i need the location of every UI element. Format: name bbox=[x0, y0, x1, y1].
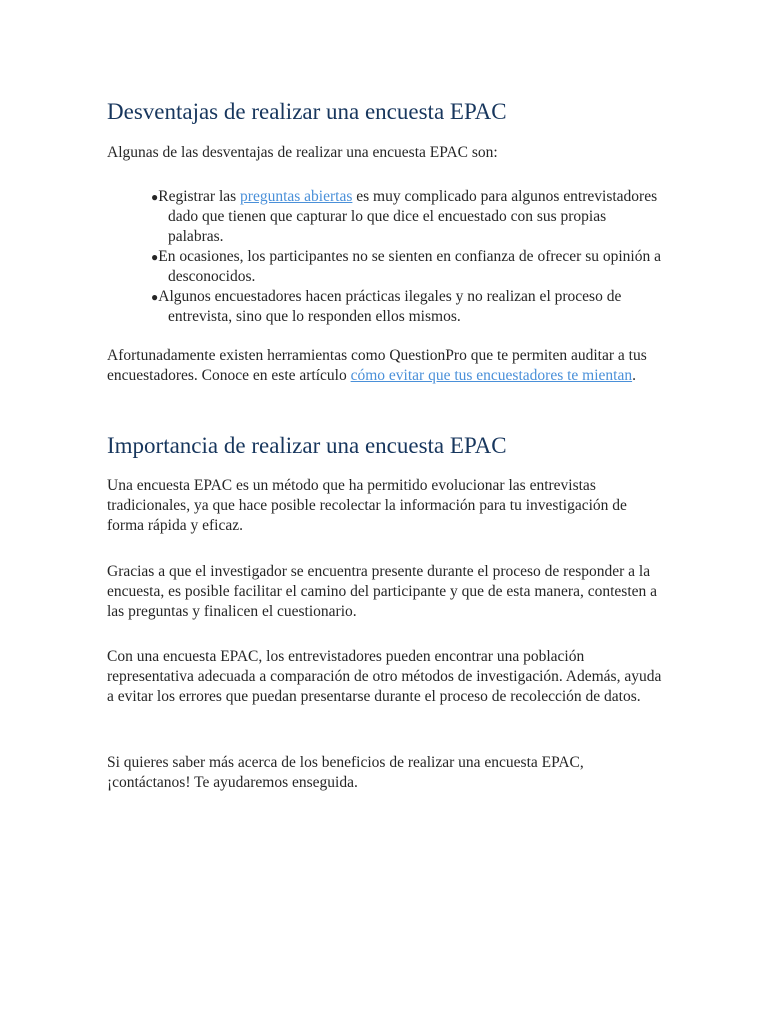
bullet-icon: ● bbox=[151, 190, 159, 204]
closing-text-before: Afortunadamente existen herramientas como QuestionPro que te permiten auditar a tus encuestadores. Conoce en este artículo bbox=[107, 347, 647, 384]
list-item bbox=[143, 247, 665, 287]
bullet-icon: ● bbox=[151, 290, 159, 304]
bullet-text: Algunos encuestadores hacen prácticas ilegales y no realizan el proceso de entrevista, sino que lo responden ellos mismos. bbox=[158, 288, 622, 325]
link-preguntas-abiertas[interactable]: preguntas abiertas bbox=[240, 188, 353, 205]
closing-paragraph bbox=[107, 346, 667, 386]
intro-paragraph: Algunas de las desventajas de realizar una encuesta EPAC son: bbox=[107, 144, 498, 161]
paragraph: Gracias a que el investigador se encuentra presente durante el proceso de responder a la encuesta, es posible facilitar el camino del participante y que de esta manera, contesten a las preguntas y finalicen el cuestionario. bbox=[107, 563, 658, 620]
bullet-text: En ocasiones, los participantes no se sienten en confianza de ofrecer su opinión a desconocidos. bbox=[158, 248, 661, 285]
paragraph: Si quieres saber más acerca de los beneficios de realizar una encuesta EPAC, ¡contáctanos! Te ayudaremos enseguida. bbox=[107, 754, 584, 791]
paragraph: Con una encuesta EPAC, los entrevistadores pueden encontrar una población representativa adecuada a comparación de otro métodos de investigación. Además, ayuda a evitar los errores que puedan presentarse durante el proceso de recolección de datos. bbox=[107, 648, 662, 705]
link-evitar-mientan[interactable]: cómo evitar que tus encuestadores te mientan bbox=[350, 367, 633, 384]
heading-desventajas: Desventajas de realizar una encuesta EPAC bbox=[107, 99, 507, 124]
list-item bbox=[143, 187, 665, 247]
paragraph: Una encuesta EPAC es un método que ha permitido evolucionar las entrevistas tradicionales, ya que hace posible recolectar la información para tu investigación de forma rápida y eficaz. bbox=[107, 477, 627, 534]
bullet-icon: ● bbox=[151, 250, 159, 264]
bullet-text-after: es muy complicado para algunos entrevistadores dado que tienen que capturar lo que dice el encuestado con sus propias palabras. bbox=[168, 188, 658, 245]
bullet-text-before: Registrar las bbox=[158, 188, 241, 205]
disadvantages-list bbox=[143, 187, 665, 327]
heading-importancia: Importancia de realizar una encuesta EPAC bbox=[107, 433, 507, 458]
list-item bbox=[143, 287, 665, 327]
closing-text-after: . bbox=[632, 367, 636, 384]
